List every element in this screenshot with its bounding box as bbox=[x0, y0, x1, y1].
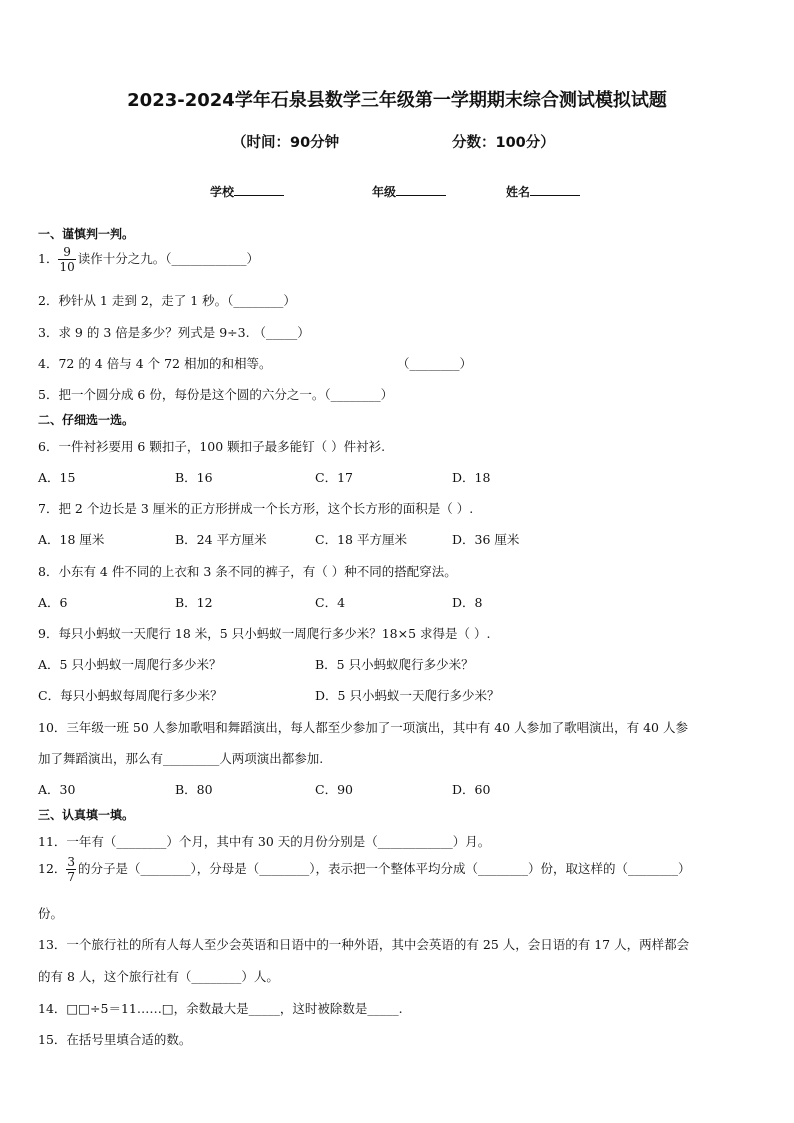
fraction-denominator: 10 bbox=[59, 260, 75, 274]
q8-option-a[interactable]: A．6 bbox=[38, 595, 68, 610]
q8-option-c[interactable]: C．4 bbox=[315, 595, 346, 610]
q10-option-a[interactable]: A．30 bbox=[38, 782, 76, 797]
question-12-tail: 份。 bbox=[38, 906, 64, 921]
q7-option-c[interactable]: C．18 平方厘米 bbox=[315, 532, 407, 547]
question-1-number: 1． bbox=[38, 251, 59, 266]
school-blank[interactable] bbox=[234, 183, 284, 196]
question-7: 7．把 2 个边长是 3 厘米的正方形拼成一个长方形，这个长方形的面积是（ ）. bbox=[38, 501, 474, 516]
question-1 bbox=[38, 245, 259, 274]
q8-option-b[interactable]: B．12 bbox=[175, 595, 213, 610]
name-field[interactable] bbox=[506, 183, 580, 200]
question-13-line-1: 13．一个旅行社的所有人每人至少会英语和日语中的一种外语，其中会英语的有 25 人，会日语的有 17 人，两样都会 bbox=[38, 937, 690, 952]
q9-option-a[interactable]: A．5 只小蚂蚁一周爬行多少米？ bbox=[38, 657, 222, 672]
grade-blank[interactable] bbox=[396, 183, 446, 196]
fraction-9-10 bbox=[58, 245, 75, 274]
question-10-line-1: 10．三年级一班 50 人参加歌唱和舞蹈演出，每人都至少参加了一项演出，其中有 40 人参加了歌唱演出，有 40 人参 bbox=[38, 720, 688, 735]
question-9: 9．每只小蚂蚁一天爬行 18 米，5 只小蚂蚁一周爬行多少米？18×5 求得是（ ）. bbox=[38, 626, 491, 641]
question-4: 4．72 的 4 倍与 4 个 72 相加的和相等。 bbox=[38, 356, 272, 371]
name-label: 姓名 bbox=[506, 185, 531, 199]
q10-option-b[interactable]: B．80 bbox=[175, 782, 213, 797]
question-1-text: 读作十分之九。（____________） bbox=[77, 251, 259, 266]
q9-option-b[interactable]: B．5 只小蚂蚁爬行多少米？ bbox=[315, 657, 474, 672]
q7-option-b[interactable]: B．24 平方厘米 bbox=[175, 532, 267, 547]
question-13-line-2: 的有 8 人，这个旅行社有（________）人。 bbox=[38, 969, 279, 984]
section-3-heading: 三、认真填一填。 bbox=[38, 808, 135, 822]
fraction-numerator: 9 bbox=[58, 245, 75, 260]
question-10-line-2: 加了舞蹈演出，那么有_________人两项演出都参加. bbox=[38, 751, 324, 766]
question-2: 2．秒针从 1 走到 2，走了 1 秒。（________） bbox=[38, 293, 296, 308]
question-12 bbox=[38, 855, 691, 884]
section-2-heading: 二、仔细选一选。 bbox=[38, 413, 135, 427]
name-blank[interactable] bbox=[530, 183, 580, 196]
exam-score: 分数：100分） bbox=[452, 135, 555, 151]
q6-option-b[interactable]: B．16 bbox=[175, 470, 213, 485]
q9-option-c[interactable]: C．每只小蚂蚁每周爬行多少米？ bbox=[38, 688, 223, 703]
fraction-3-7 bbox=[66, 855, 76, 884]
q10-option-d[interactable]: D．60 bbox=[452, 782, 491, 797]
question-8: 8．小东有 4 件不同的上衣和 3 条不同的裤子，有（ ）种不同的搭配穿法。 bbox=[38, 564, 457, 579]
exam-time: （时间：90分钟 bbox=[232, 135, 340, 151]
q9-option-d[interactable]: D．5 只小蚂蚁一天爬行多少米？ bbox=[315, 688, 500, 703]
question-12-text: 的分子是（________），分母是（________），表示把一个整体平均分成（________）份，取这样的（________） bbox=[78, 861, 691, 876]
question-5: 5．把一个圆分成 6 份，每份是这个圆的六分之一。（________） bbox=[38, 387, 394, 402]
page-title: 2023-2024学年石泉县数学三年级第一学期期末综合测试模拟试题 bbox=[127, 90, 667, 111]
school-label: 学校 bbox=[210, 185, 235, 199]
grade-field[interactable] bbox=[372, 183, 446, 200]
q6-option-c[interactable]: C．17 bbox=[315, 470, 353, 485]
grade-label: 年级 bbox=[372, 185, 397, 199]
fraction-numerator: 3 bbox=[67, 855, 76, 869]
fraction-denominator: 7 bbox=[67, 870, 76, 884]
q7-option-d[interactable]: D．36 厘米 bbox=[452, 532, 520, 547]
question-14: 14．□□÷5＝11……□，余数最大是_____，这时被除数是_____. bbox=[38, 1001, 403, 1016]
question-15: 15．在括号里填合适的数。 bbox=[38, 1032, 192, 1047]
q8-option-d[interactable]: D．8 bbox=[452, 595, 483, 610]
q6-option-d[interactable]: D．18 bbox=[452, 470, 491, 485]
q10-option-c[interactable]: C．90 bbox=[315, 782, 353, 797]
section-1-heading: 一、谨慎判一判。 bbox=[38, 227, 135, 241]
question-6: 6．一件衬衫要用 6 颗扣子，100 颗扣子最多能钉（ ）件衬衫. bbox=[38, 439, 386, 454]
question-4-blank: （________） bbox=[397, 356, 473, 371]
q7-option-a[interactable]: A．18 厘米 bbox=[38, 532, 105, 547]
question-11: 11．一年有（________）个月，其中有 30 天的月份分别是（____________）月。 bbox=[38, 834, 491, 849]
q6-option-a[interactable]: A．15 bbox=[38, 470, 76, 485]
school-field[interactable] bbox=[210, 183, 284, 200]
question-12-number: 12． bbox=[38, 861, 67, 876]
question-3: 3．求 9 的 3 倍是多少？列式是 9÷3. （_____） bbox=[38, 325, 310, 340]
